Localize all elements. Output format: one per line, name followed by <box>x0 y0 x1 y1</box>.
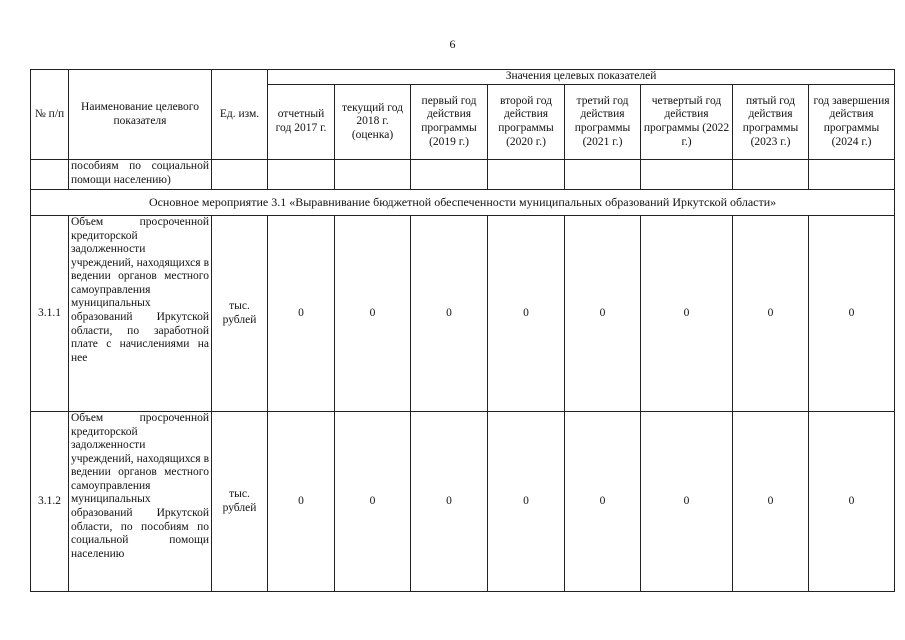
row-number: 3.1.1 <box>31 216 69 412</box>
row-value: 0 <box>641 412 733 592</box>
row-value: 0 <box>268 216 335 412</box>
header-values-group: Значения целевых показателей <box>268 70 895 85</box>
row-value: 0 <box>488 216 565 412</box>
table-row <box>31 412 895 592</box>
header-number: № п/п <box>31 70 69 160</box>
header-year-2019: первый год действия программы (2019 г.) <box>411 85 488 160</box>
header-year-2021: третий год действия программы (2021 г.) <box>565 85 641 160</box>
row-unit: тыс. рублей <box>212 412 268 592</box>
row-value: 0 <box>565 216 641 412</box>
row-value: 0 <box>809 412 895 592</box>
header-year-2022: четвертый год действия программы (2022 г.) <box>641 85 733 160</box>
row-value: 0 <box>733 216 809 412</box>
row-value: 0 <box>268 412 335 592</box>
row-value: 0 <box>411 216 488 412</box>
row-value: 0 <box>809 216 895 412</box>
row-value: 0 <box>641 216 733 412</box>
header-year-2024: год завершения действия программы (2024 г.) <box>809 85 895 160</box>
header-row-group <box>31 70 895 85</box>
row-value: 0 <box>411 412 488 592</box>
header-name: Наименование целевого показателя <box>69 70 212 160</box>
table-row-continuation <box>31 160 895 190</box>
continuation-name: пособиям по социальной помощи населению) <box>69 160 212 190</box>
header-year-2017: отчетный год 2017 г. <box>268 85 335 160</box>
page-number: 6 <box>449 37 456 51</box>
row-name: Объем просроченной кредиторской задолженности учреждений, находящихся в ведении органов местного самоуправления муниципальных образований Иркутской области, по заработной плате с начислениями на нее <box>69 216 212 412</box>
section-row <box>31 190 895 216</box>
header-year-2020: второй год действия программы (2020 г.) <box>488 85 565 160</box>
row-unit: тыс. рублей <box>212 216 268 412</box>
row-number: 3.1.2 <box>31 412 69 592</box>
row-value: 0 <box>565 412 641 592</box>
row-value: 0 <box>335 412 411 592</box>
table-row <box>31 216 895 412</box>
row-value: 0 <box>488 412 565 592</box>
row-value: 0 <box>733 412 809 592</box>
row-value: 0 <box>335 216 411 412</box>
header-year-2018: текущий год 2018 г. (оценка) <box>335 85 411 160</box>
row-name: Объем просроченной кредиторской задолженности учреждений, находящихся в ведении органов местного самоуправления муниципальных образований Иркутской области, по пособиям по социальной помощи населению <box>69 412 212 592</box>
target-indicators-table <box>30 69 895 592</box>
header-unit: Ед. изм. <box>212 70 268 160</box>
header-year-2023: пятый год действия программы (2023 г.) <box>733 85 809 160</box>
section-title: Основное мероприятие 3.1 «Выравнивание бюджетной обеспеченности муниципальных образований Иркутской области» <box>31 190 895 216</box>
